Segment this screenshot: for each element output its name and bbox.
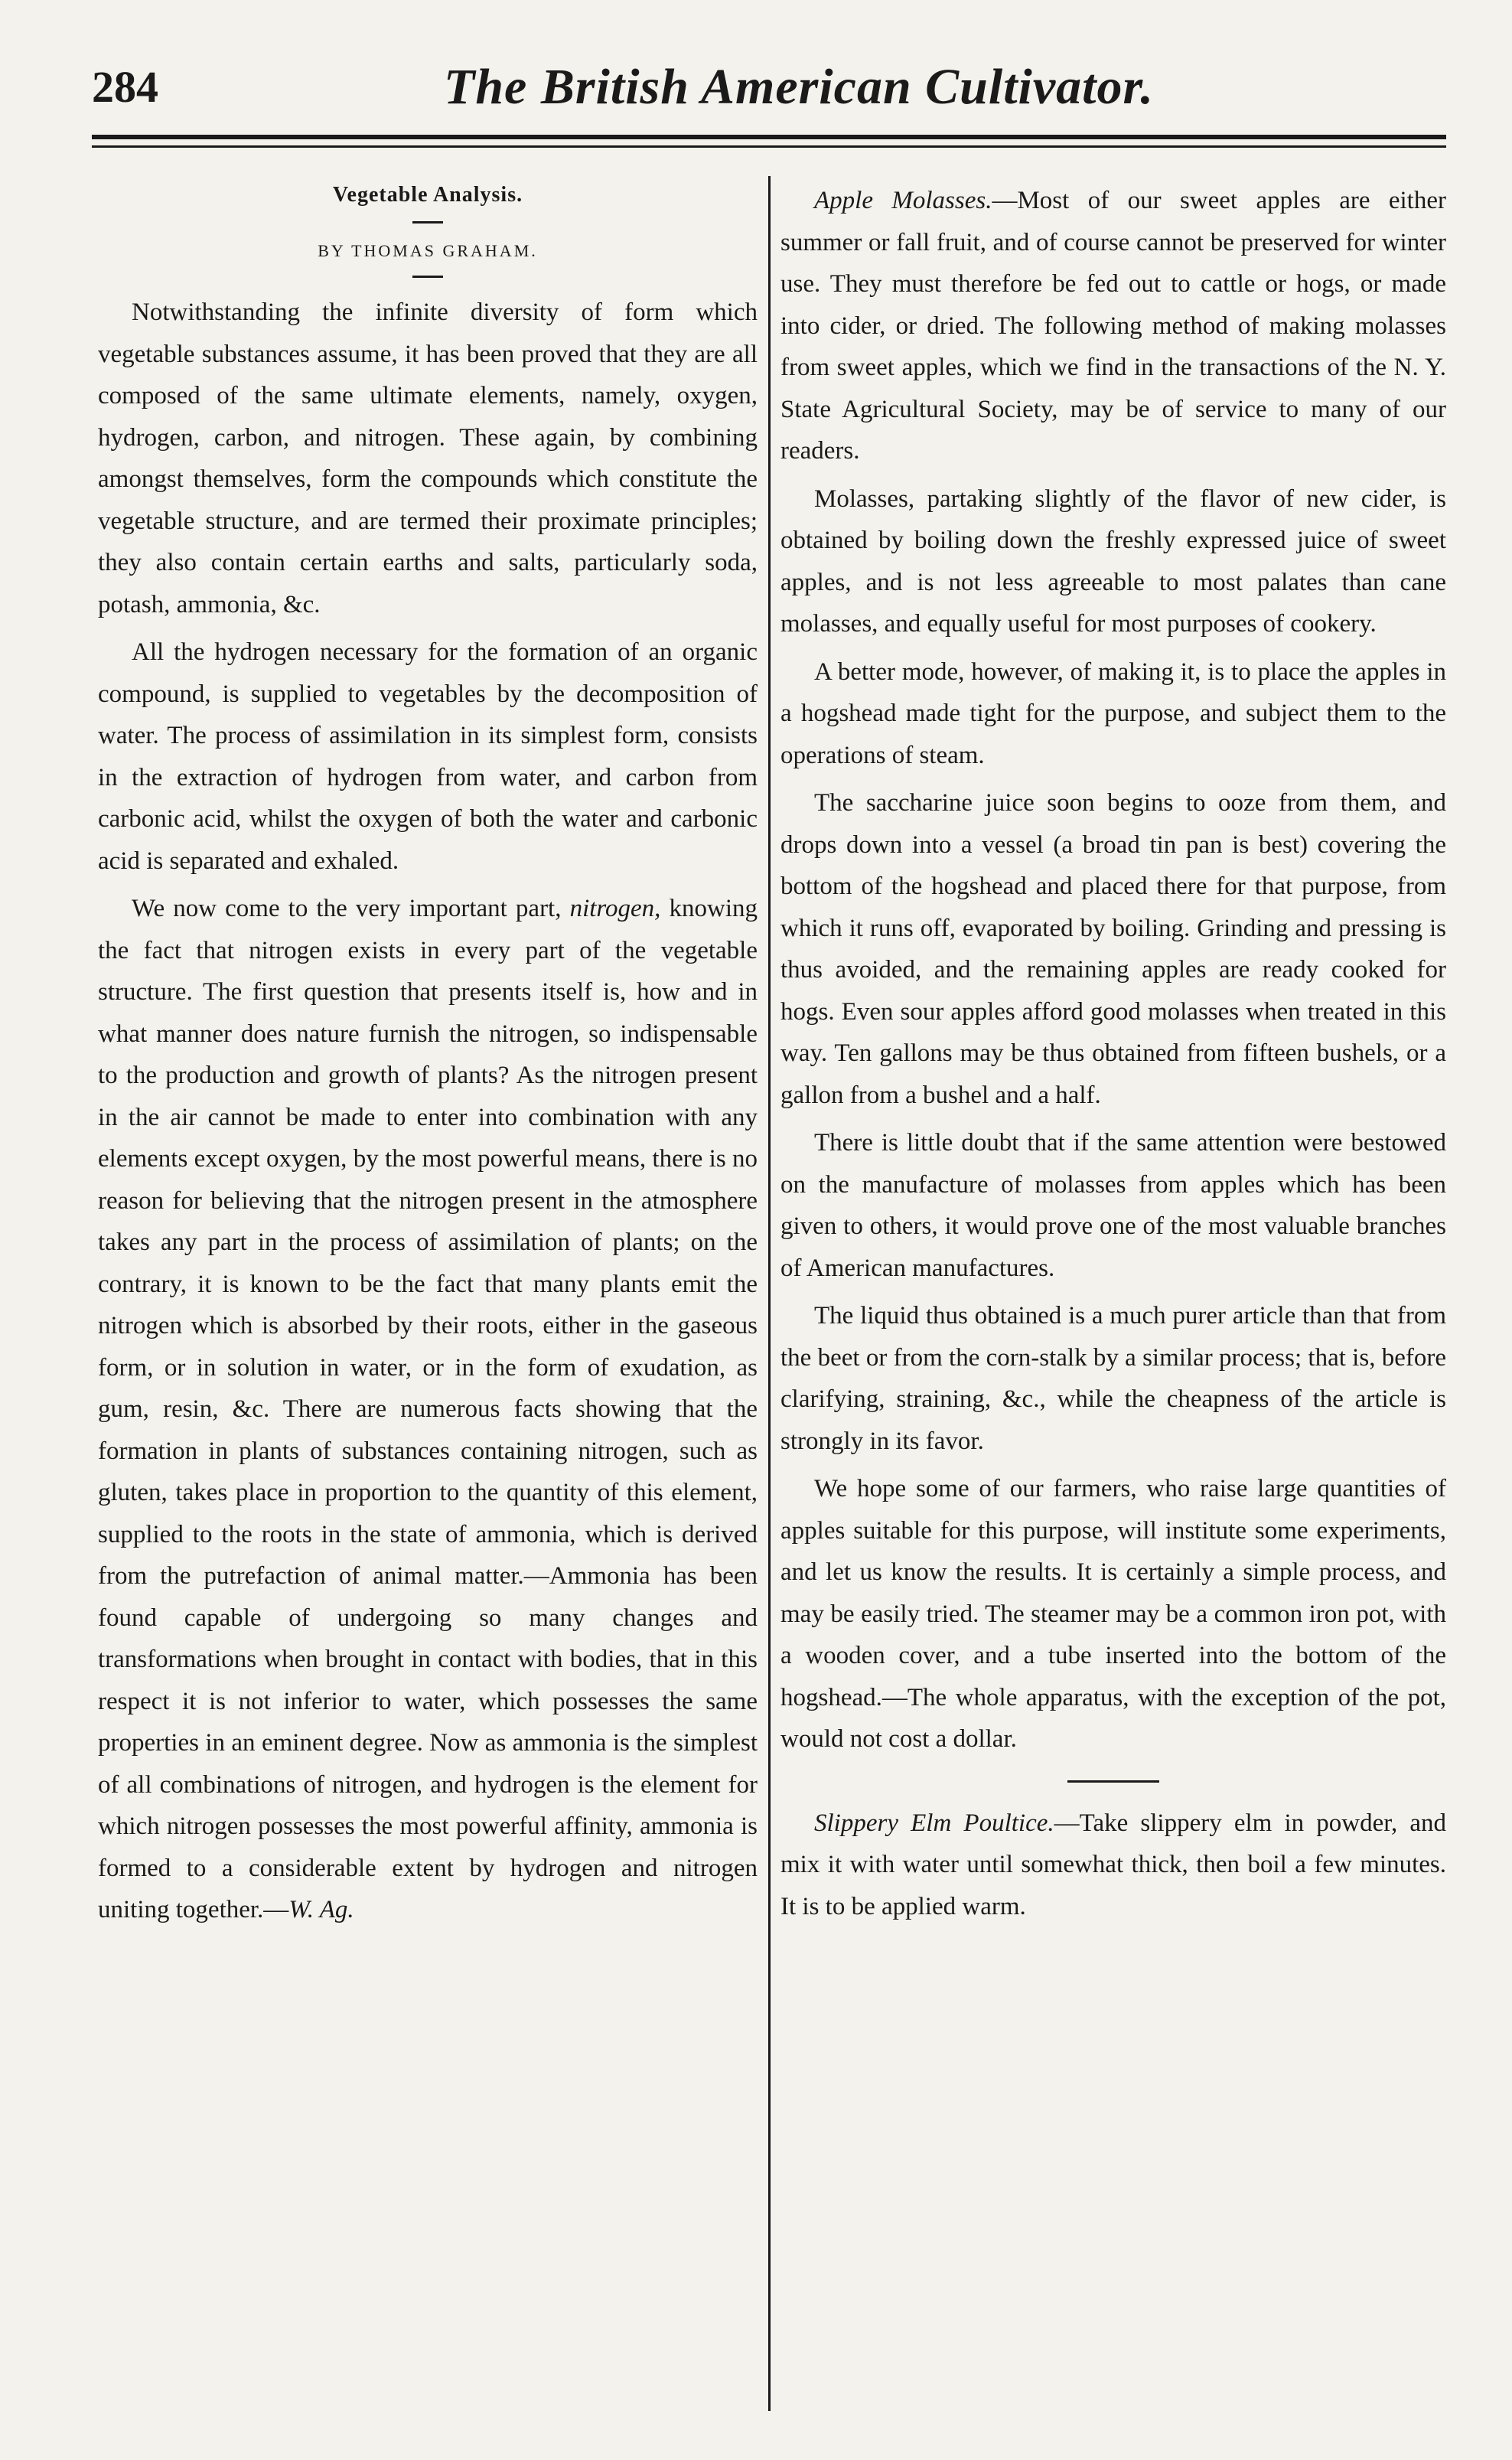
paragraph: The saccharine juice soon begins to ooze from them, and drops down into a vessel (a broad tin pan is best) covering the bottom of the hogshead and placed there for that purpose, from which it runs off, evaporated by boiling. Grinding and pressing is thus avoided, and the remaining apples are ready cooked for hogs. Even sour apples afford good molasses when treated in this way. Ten gallons may be thus obtained from fifteen bushels, or a gallon from a bushel and a half. [780, 789, 1446, 1109]
paragraph-text: —Most of our sweet apples are either summer or fall fruit, and of course cannot be preserved for winter use. They must therefore be fed out to cattle or hogs, or made into cider, or dried. The following method of making molasses from sweet apples, which we find in the transactions of the N. Y. State Agricultural Society, may be of service to many of our readers. [780, 187, 1446, 465]
left-column [98, 180, 758, 1937]
paragraph: Molasses, partaking slightly of the flavor of new cider, is obtained by boiling down the freshly expressed juice of sweet apples, and is not less agreeable to most palates than cane molasses, and equally useful for most purposes of cookery. [780, 484, 1446, 638]
paragraph: We hope some of our farmers, who raise large quantities of apples suitable for this purpose, will institute some experiments, and let us know the results. It is certainly a simple process, and may be easily tried. The steamer may be a common iron pot, with a wooden cover, and a tube inserted into the bottom of the hogshead.—The whole apparatus, with the exception of the pot, would not cost a dollar. [780, 1475, 1446, 1753]
article-title-slippery-elm: Slippery Elm Poultice. [814, 1809, 1054, 1837]
title-dash [412, 221, 443, 223]
paragraph: Notwithstanding the infinite diversity of form which vegetable substances assume, it has been proved that they are all composed of the same ultimate elements, namely, oxygen, hydrogen, carbon, and nitrogen. These again, by combining amongst themselves, form the compounds which constitute the vegetable structure, and are termed their proximate principles; they also contain certain earths and salts, particularly soda, potash, ammonia, &c. [98, 299, 758, 618]
page-number: 284 [92, 62, 158, 112]
header-rule-thin [92, 145, 1446, 148]
article-title-apple-molasses: Apple Molasses. [814, 187, 992, 214]
article-signature: W. Ag. [288, 1896, 354, 1923]
paragraph: All the hydrogen necessary for the formation of an organic compound, is supplied to vegetables by the decomposition of water. The process of assimilation in its simplest form, consists in the extraction of hydrogen from water, and carbon from carbonic acid, whilst the oxygen of both the water and carbonic acid is separated and exhaled. [98, 638, 758, 875]
article-slippery-elm-poultice [780, 1803, 1446, 1928]
paragraph-text: —Take slippery elm in powder, and mix it with water until somewhat thick, then boil a few minutes. It is to be applied warm. [780, 1809, 1446, 1920]
journal-title: The British American Cultivator. [444, 59, 1155, 115]
italic-term: nitrogen, [569, 895, 661, 922]
article-separator [1067, 1780, 1159, 1783]
page-header [92, 54, 1446, 122]
paragraph: A better mode, however, of making it, is to place the apples in a hogshead made tight for the purpose, and subject them to the operations of steam. [780, 657, 1446, 769]
article-byline: BY THOMAS GRAHAM. [318, 241, 538, 260]
article-apple-molasses [780, 180, 1446, 472]
paragraph: The liquid thus obtained is a much purer article than that from the beet or from the corn-stalk by a similar process; that is, before clarifying, straining, &c., while the cheapness of the article is strongly in its favor. [780, 1302, 1446, 1455]
header-rule-thick [92, 135, 1446, 139]
article-title-vegetable-analysis: Vegetable Analysis. [332, 183, 523, 207]
column-divider [768, 176, 771, 2411]
right-column [780, 180, 1446, 1933]
paragraph-text: knowing the fact that nitrogen exists in every part of the vegetable structure. The first question that presents itself is, how and in what manner does nature furnish the nitrogen, so indispensable to the production and growth of plants? As the nitrogen present in the air cannot be made to enter into combination with any elements except oxygen, by the most powerful means, there is no reason for believing that the nitrogen present in the atmosphere takes any part in the process of assimilation of plants; on the contrary, it is known to be the fact that many plants emit the nitrogen which is absorbed by their roots, either in the gaseous form, or in solution in water, or in the form of exudation, as gum, resin, &c. There are numerous facts showing that the formation in plants of substances containing nitrogen, such as gluten, takes place in proportion to the quantity of this element, supplied to the roots in the state of ammonia, which is derived from the putrefaction of animal matter.—Ammonia has been found capable of undergoing so many changes and transformations when brought in contact with bodies, that in this respect it is not inferior to water, which possesses the same properties in an eminent degree. Now as ammonia is the simplest of all combinations of nitrogen, and hydrogen is the element for which nitrogen possesses the most powerful affinity, ammonia is formed to a considerable extent by hydrogen and nitrogen uniting together.— [98, 895, 758, 1923]
paragraph [98, 888, 758, 1931]
paragraph: There is little doubt that if the same attention were bestowed on the manufacture of molasses from apples which has been given to others, it would prove one of the most valuable branches of American manufactures. [780, 1129, 1446, 1282]
paragraph-text: We now come to the very important part, [132, 895, 562, 922]
byline-dash [412, 276, 443, 278]
